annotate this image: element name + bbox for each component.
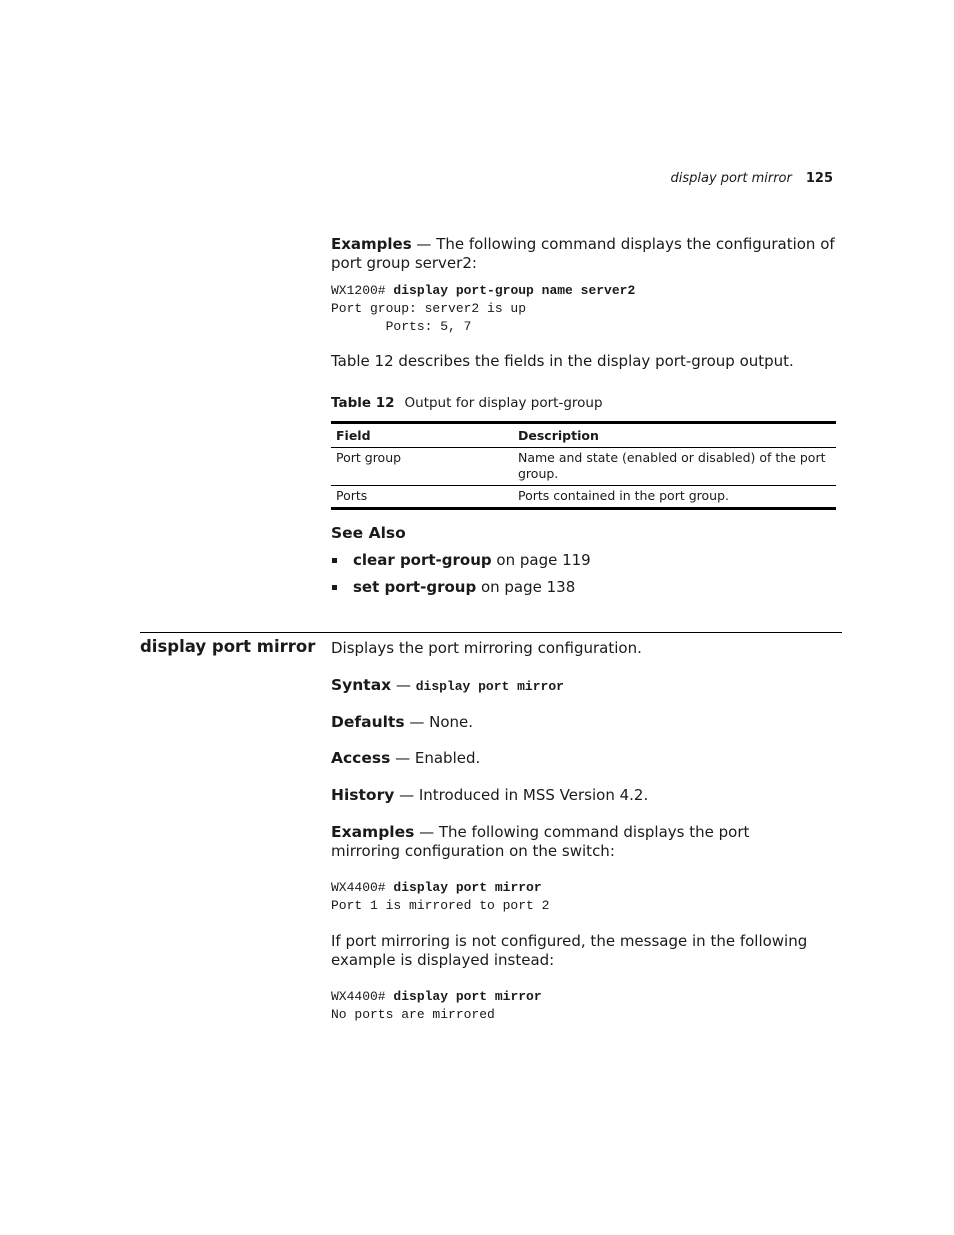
table-header-description: Description <box>513 423 836 448</box>
table-row <box>331 448 836 486</box>
code-command: display port mirror <box>393 989 542 1004</box>
history-line <box>331 786 648 805</box>
table-header-field: Field <box>331 423 513 448</box>
table-caption-text: Output for display port-group <box>404 395 603 411</box>
bullet-icon <box>332 585 337 590</box>
see-also-heading: See Also <box>331 524 406 542</box>
code-block-2 <box>331 879 549 915</box>
list-item <box>331 551 591 578</box>
code-output: Port 1 is mirrored to port 2 <box>331 898 550 913</box>
see-also-page: on page 119 <box>491 551 591 569</box>
code-output: Ports: 5, 7 <box>331 319 472 334</box>
syntax-dash: — <box>391 676 416 694</box>
code-prompt: WX4400# <box>331 989 394 1004</box>
table-cell: Name and state (enabled or disabled) of the port group. <box>513 448 836 486</box>
section-title: display port mirror <box>140 637 316 656</box>
access-line <box>331 749 480 768</box>
table-cell: Ports <box>336 488 368 503</box>
syntax-command: display port mirror <box>415 679 564 694</box>
access-label: Access <box>331 749 391 767</box>
table-label: Table 12 <box>331 395 395 411</box>
syntax-label: Syntax <box>331 676 392 694</box>
code-block-3 <box>331 988 542 1024</box>
code-command: display port mirror <box>393 880 542 895</box>
code-output: No ports are mirrored <box>331 1007 495 1022</box>
code-block-1 <box>331 282 635 336</box>
code-prompt: WX4400# <box>331 880 394 895</box>
see-also-page: on page 138 <box>476 578 576 596</box>
see-also-link[interactable]: set port-group <box>353 578 477 596</box>
table-cell: Port group <box>331 448 513 486</box>
table-row <box>331 486 836 509</box>
defaults-label: Defaults <box>331 713 405 731</box>
examples-label: Examples <box>331 235 412 253</box>
examples-paragraph-2 <box>331 823 821 861</box>
table-intro: Table 12 describes the fields in the display port-group output. <box>331 352 794 370</box>
list-item <box>331 578 591 605</box>
defaults-line <box>331 713 473 732</box>
see-also-link[interactable]: clear port-group <box>353 551 492 569</box>
page-number: 125 <box>805 171 833 186</box>
access-text: — Enabled. <box>390 749 481 767</box>
defaults-text: — None. <box>404 713 474 731</box>
code-command: display port-group name server2 <box>393 283 636 298</box>
history-label: History <box>331 786 395 804</box>
section-intro: Displays the port mirroring configuration. <box>331 639 642 657</box>
fields-table <box>331 421 836 510</box>
bullet-icon <box>332 558 337 563</box>
note-paragraph: If port mirroring is not configured, the message in the following example is displayed instead: <box>331 932 808 969</box>
examples-label: Examples <box>331 823 415 841</box>
table-caption <box>331 395 603 411</box>
examples-paragraph-1 <box>331 235 841 273</box>
section-divider <box>140 632 842 633</box>
running-header <box>671 171 833 186</box>
syntax-line <box>331 676 564 696</box>
examples-text: — The following command displays the port mirroring configuration on the switch: <box>331 823 750 860</box>
code-output: Port group: server2 is up <box>331 301 527 316</box>
history-text: — Introduced in MSS Version 4.2. <box>394 786 649 804</box>
table-cell: Ports contained in the port group. <box>518 488 729 503</box>
see-also-list <box>331 551 591 605</box>
running-header-title: display port mirror <box>670 171 792 186</box>
code-prompt: WX1200# <box>331 283 394 298</box>
table-header-row <box>331 423 836 448</box>
examples-text: — The following command displays the configuration of port group server2: <box>331 235 835 272</box>
